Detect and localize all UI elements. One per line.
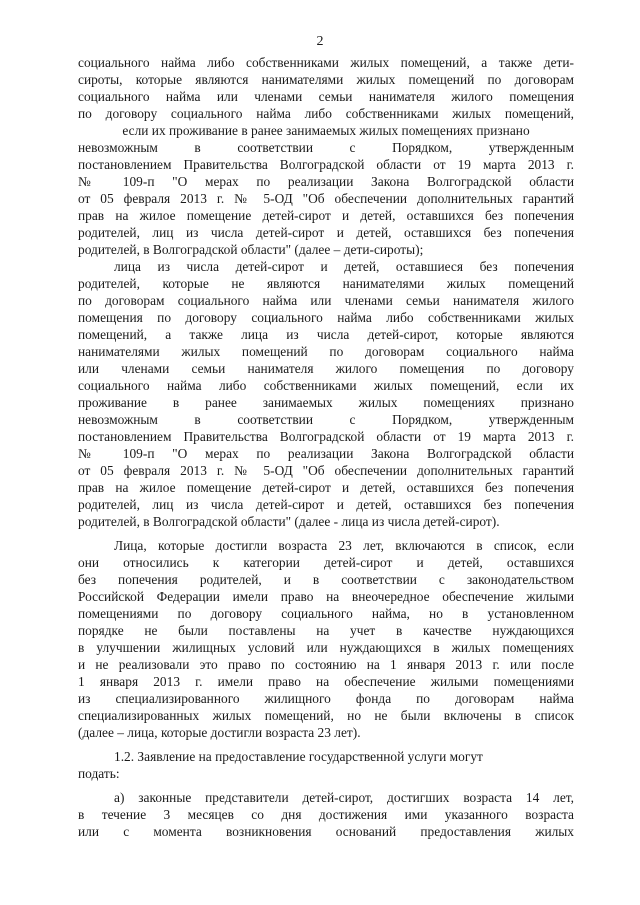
text-line: помещений, а также лица из числа детей-сирот, которые являются [78,327,574,342]
text-line: родителей, которые не являются нанимателями жилых помещений [78,276,574,291]
text-line: проживание в ранее занимаемых жилых помещениях признано [78,395,574,410]
text-line: если их проживание в ранее занимаемых жилых помещениях признано [122,123,530,138]
text-line: лица из числа детей-сирот и детей, оставшиеся без попечения [114,259,574,274]
text-line: родителей, лиц из числа детей-сирот и детей, оставшихся без попечения [78,497,574,512]
text-line: № 109-п "О мерах по реализации Закона Волгоградской области [78,174,574,189]
text-line: социального найма или членами семьи нанимателя жилого помещения [78,89,574,104]
text-line: (далее – лица, которые достигли возраста 23 лет). [78,725,361,740]
text-line: из специализированного жилищного фонда по договорам найма [78,691,574,706]
text-line: родителей, в Волгоградской области" (далее – дети-сироты); [78,242,424,257]
text-line: сироты, которые являются нанимателями жилых помещений по договорам [78,72,574,87]
paragraph-age-23-persons [78,537,574,741]
paragraph-orphan-persons-definition [78,258,574,530]
text-line: постановлением Правительства Волгоградской области от 19 марта 2013 г. [78,429,574,444]
page-number: 2 [316,34,324,49]
text-line: социального найма либо собственниками жилых помещений, а также дети- [78,55,574,70]
paragraph-gap [78,741,574,748]
text-line: в течение 3 месяцев со дня достижения ими указанного возраста [78,807,574,822]
text-line: прав на жилое помещение детей-сирот и детей, оставшихся без попечения [78,208,574,223]
paragraph-gap [78,530,574,537]
text-line: подать: [78,766,120,781]
paragraph-section-1-2 [78,748,574,782]
text-line: помещениями по договору социального найма, но в установленном [78,606,574,621]
text-line: а) законные представители детей-сирот, достигших возраста 14 лет, [114,790,574,805]
paragraph-item-a [78,789,574,840]
text-line: или членами семьи нанимателя жилого помещения по договору [78,361,574,376]
text-line: от 05 февраля 2013 г. № 5-ОД "Об обеспечении дополнительных гарантий [78,191,574,206]
text-line: они относились к категории детей-сирот и детей, оставшихся [78,555,574,570]
text-line: порядке не были поставлены на учет в качестве нуждающихся [78,623,574,638]
text-line: или с момента возникновения оснований предоставления жилых [78,824,574,839]
text-line: 1.2. Заявление на предоставление государственной услуги могут [114,749,483,764]
text-line: от 05 февраля 2013 г. № 5-ОД "Об обеспечении дополнительных гарантий [78,463,574,478]
text-line: родителей, в Волгоградской области" (далее - лица из числа детей-сирот). [78,514,500,529]
text-line: в улучшении жилищных условий или нуждающихся в жилых помещениях [78,640,574,655]
text-line: постановлением Правительства Волгоградской области от 19 марта 2013 г. [78,157,574,172]
document-body [78,54,574,840]
text-line: и не реализовали это право по состоянию на 1 января 2013 г. или после [78,657,574,672]
text-line: социального найма либо собственниками жилых помещений, если их [78,378,574,393]
text-line: прав на жилое помещение детей-сирот и детей, оставшихся без попечения [78,480,574,495]
text-line: 1 января 2013 г. имели право на обеспечение жилыми помещениями [78,674,574,689]
text-line: специализированных жилых помещений, но не были включены в список [78,708,574,723]
paragraph-gap [78,782,574,789]
text-line: по договорам социального найма или членами семьи нанимателя жилого [78,293,574,308]
text-line: без попечения родителей, и в соответствии с законодательством [78,572,574,587]
text-line: Лица, которые достигли возраста 23 лет, включаются в список, если [114,538,574,553]
text-line: невозможным в соответствии с Порядком, утвержденным [78,412,574,427]
text-line: Российской Федерации имели право на внеочередное обеспечение жилыми [78,589,574,604]
text-line: по договору социального найма либо собственниками жилых помещений, [78,106,574,121]
text-line: № 109-п "О мерах по реализации Закона Волгоградской области [78,446,574,461]
text-line: помещения по договору социального найма либо собственниками жилых [78,310,574,325]
text-line: невозможным в соответствии с Порядком, утвержденным [78,140,574,155]
text-line: родителей, лиц из числа детей-сирот и детей, оставшихся без попечения [78,225,574,240]
text-line: нанимателями жилых помещений по договорам социального найма [78,344,574,359]
paragraph-orphans-definition [78,54,574,258]
